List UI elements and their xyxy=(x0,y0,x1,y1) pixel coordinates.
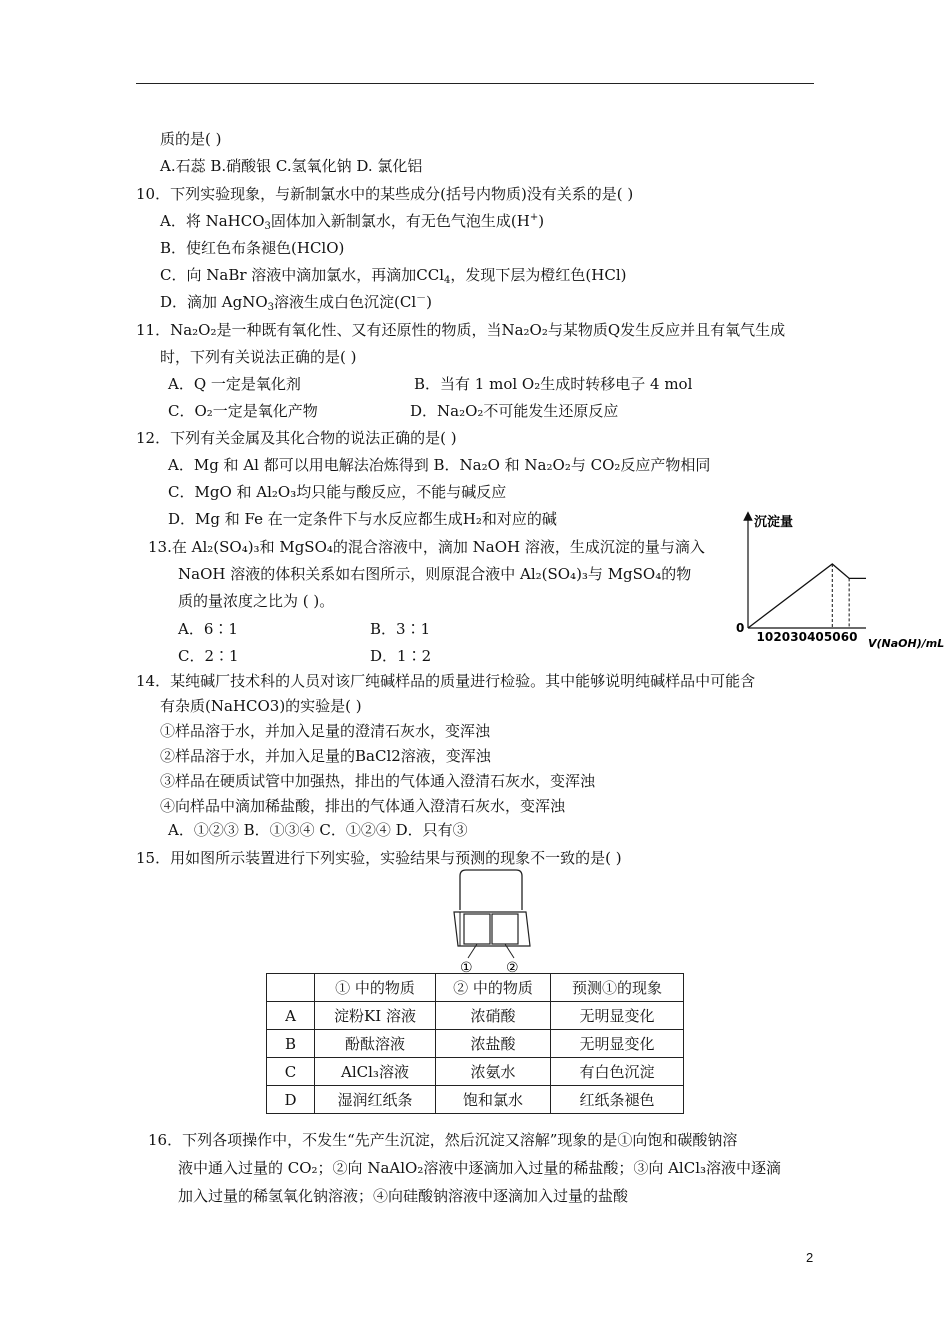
table-cell: 无明显变化 xyxy=(551,1030,684,1058)
q13-precipitate-chart xyxy=(738,508,948,648)
table-cell: 淀粉KI 溶液 xyxy=(315,1002,436,1030)
q14-item-3: ③样品在硬质试管中加强热，排出的气体通入澄清石灰水，变浑浊 xyxy=(160,772,596,790)
table-cell: 红纸条褪色 xyxy=(551,1086,684,1114)
table-header-cell xyxy=(267,974,315,1002)
table-header-row xyxy=(267,974,684,1002)
q13-option-c: C．2∶1 xyxy=(178,647,239,665)
table-cell: 酚酞溶液 xyxy=(315,1030,436,1058)
q12-option-c: C．MgO 和 Al₂O₃均只能与酸反应，不能与碱反应 xyxy=(168,483,507,501)
x-tick-label: 40 xyxy=(807,630,824,644)
q14-stem-cont: 有杂质(NaHCO3)的实验是( ) xyxy=(160,697,362,715)
x-tick-label: 30 xyxy=(790,630,807,644)
x-tick-label: 20 xyxy=(773,630,791,644)
q13-stem-cont: NaOH 溶液的体积关系如右图所示，则原混合液中 Al₂(SO₄)₃与 MgSO₄的物 xyxy=(178,565,692,583)
table-cell: 浓氨水 xyxy=(436,1058,551,1086)
table-cell: B xyxy=(267,1030,315,1058)
q11-option-b: B．当有 1 mol O₂生成时转移电子 4 mol xyxy=(414,375,693,393)
header-rule xyxy=(136,83,814,84)
x-axis-label: V(NaOH)/mL xyxy=(868,637,945,650)
table-header-cell: ② 中的物质 xyxy=(436,974,551,1002)
q12-option-d: D．Mg 和 Fe 在一定条件下与水反应都生成H₂和对应的碱 xyxy=(168,510,557,528)
q10-option-a: A．将 NaHCO$_3$固体加入新制氯水，有无色气泡生成(H+) xyxy=(160,212,545,232)
table-cell: 无明显变化 xyxy=(551,1002,684,1030)
table-cell: AlCl₃溶液 xyxy=(315,1058,436,1086)
table-header-cell: ① 中的物质 xyxy=(315,974,436,1002)
apparatus-label-1: ① xyxy=(460,960,473,976)
q12-stem: 12．下列有关金属及其化合物的说法正确的是( ) xyxy=(136,429,457,447)
q9-stem-end: 质的是( ) xyxy=(160,130,222,148)
q13-option-a: A．6∶1 xyxy=(178,620,238,638)
table-cell: 浓盐酸 xyxy=(436,1030,551,1058)
table-cell: 饱和氯水 xyxy=(436,1086,551,1114)
table-cell: 浓硝酸 xyxy=(436,1002,551,1030)
q15-apparatus xyxy=(448,866,548,974)
precipitate-line xyxy=(748,564,866,628)
apparatus-label-2: ② xyxy=(506,960,519,976)
table-row xyxy=(267,1058,684,1086)
q14-options: A．①②③ B．①③④ C．①②④ D．只有③ xyxy=(168,821,468,839)
q11-stem: 11．Na₂O₂是一种既有氧化性、又有还原性的物质，当Na₂O₂与某物质Q发生反应并且有氧气生成 xyxy=(136,321,786,339)
q11-option-c: C．O₂一定是氧化产物 xyxy=(168,402,318,420)
q10-option-b: B．使红色布条褪色(HClO) xyxy=(160,239,345,257)
q9-options: A.石蕊 B.硝酸银 C.氢氧化钠 D. 氯化铝 xyxy=(160,157,423,175)
q14-item-4: ④向样品中滴加稀盐酸，排出的气体通入澄清石灰水，变浑浊 xyxy=(160,797,566,815)
x-tick-label: 10 xyxy=(756,630,774,644)
origin-label: 0 xyxy=(736,621,745,635)
table-header-cell: 预测①的现象 xyxy=(551,974,684,1002)
q13-option-d: D．1∶2 xyxy=(370,647,432,665)
table-cell: 有白色沉淀 xyxy=(551,1058,684,1086)
q10-option-d: D．滴加 AgNO$_3$溶液生成白色沉淀(Cl－) xyxy=(160,293,433,313)
q15-stem: 15．用如图所示装置进行下列实验，实验结果与预测的现象不一致的是( ) xyxy=(136,849,622,867)
table-cell: A xyxy=(267,1002,315,1030)
y-axis-label: 沉淀量 xyxy=(754,515,794,530)
x-tick-label: 50 xyxy=(823,630,841,644)
x-tick-label: 60 xyxy=(840,630,858,644)
q13-stem: 13.在 Al₂(SO₄)₃和 MgSO₄的混合溶液中，滴加 NaOH 溶液，生成沉淀的量与滴入 xyxy=(148,538,705,556)
q11-stem-cont: 时，下列有关说法正确的是( ) xyxy=(160,348,357,366)
q11-option-a: A．Q 一定是氧化剂 xyxy=(168,375,301,393)
table-cell: 湿润红纸条 xyxy=(315,1086,436,1114)
table-row xyxy=(267,1002,684,1030)
q12-options-ab: A．Mg 和 Al 都可以用电解法冶炼得到 B．Na₂O 和 Na₂O₂与 CO₂反应产物相同 xyxy=(168,456,711,474)
q14-item-1: ①样品溶于水，并加入足量的澄清石灰水，变浑浊 xyxy=(160,722,491,740)
table-row xyxy=(267,1086,684,1114)
q16-stem-end: 加入过量的稀氢氧化钠溶液；④向硅酸钠溶液中逐滴加入过量的盐酸 xyxy=(178,1187,629,1205)
q14-stem: 14．某纯碱厂技术科的人员对该厂纯碱样品的质量进行检验。其中能够说明纯碱样品中可能含 xyxy=(136,672,756,690)
table-cell: C xyxy=(267,1058,315,1086)
q13-stem-end: 质的量浓度之比为 ( )。 xyxy=(178,592,335,610)
q16-stem: 16．下列各项操作中，不发生“先产生沉淀，然后沉淀又溶解”现象的是①向饱和碳酸钠溶 xyxy=(148,1131,738,1149)
q13-option-b: B．3∶1 xyxy=(370,620,431,638)
table-row xyxy=(267,1030,684,1058)
q14-item-2: ②样品溶于水，并加入足量的BaCl2溶液，变浑浊 xyxy=(160,747,491,765)
q10-stem: 10．下列实验现象，与新制氯水中的某些成分(括号内物质)没有关系的是( ) xyxy=(136,185,634,203)
q16-stem-cont: 液中通入过量的 CO₂；②向 NaAlO₂溶液中逐滴加入过量的稀盐酸；③向 AlCl₃溶液中逐滴 xyxy=(178,1159,782,1177)
q10-option-c: C．向 NaBr 溶液中滴加氯水，再滴加CCl$_4$，发现下层为橙红色(HCl) xyxy=(160,266,627,286)
table-cell: D xyxy=(267,1086,315,1114)
page-number: 2 xyxy=(806,1250,814,1265)
q11-option-d: D．Na₂O₂不可能发生还原反应 xyxy=(410,402,619,420)
q15-table xyxy=(266,973,684,1114)
